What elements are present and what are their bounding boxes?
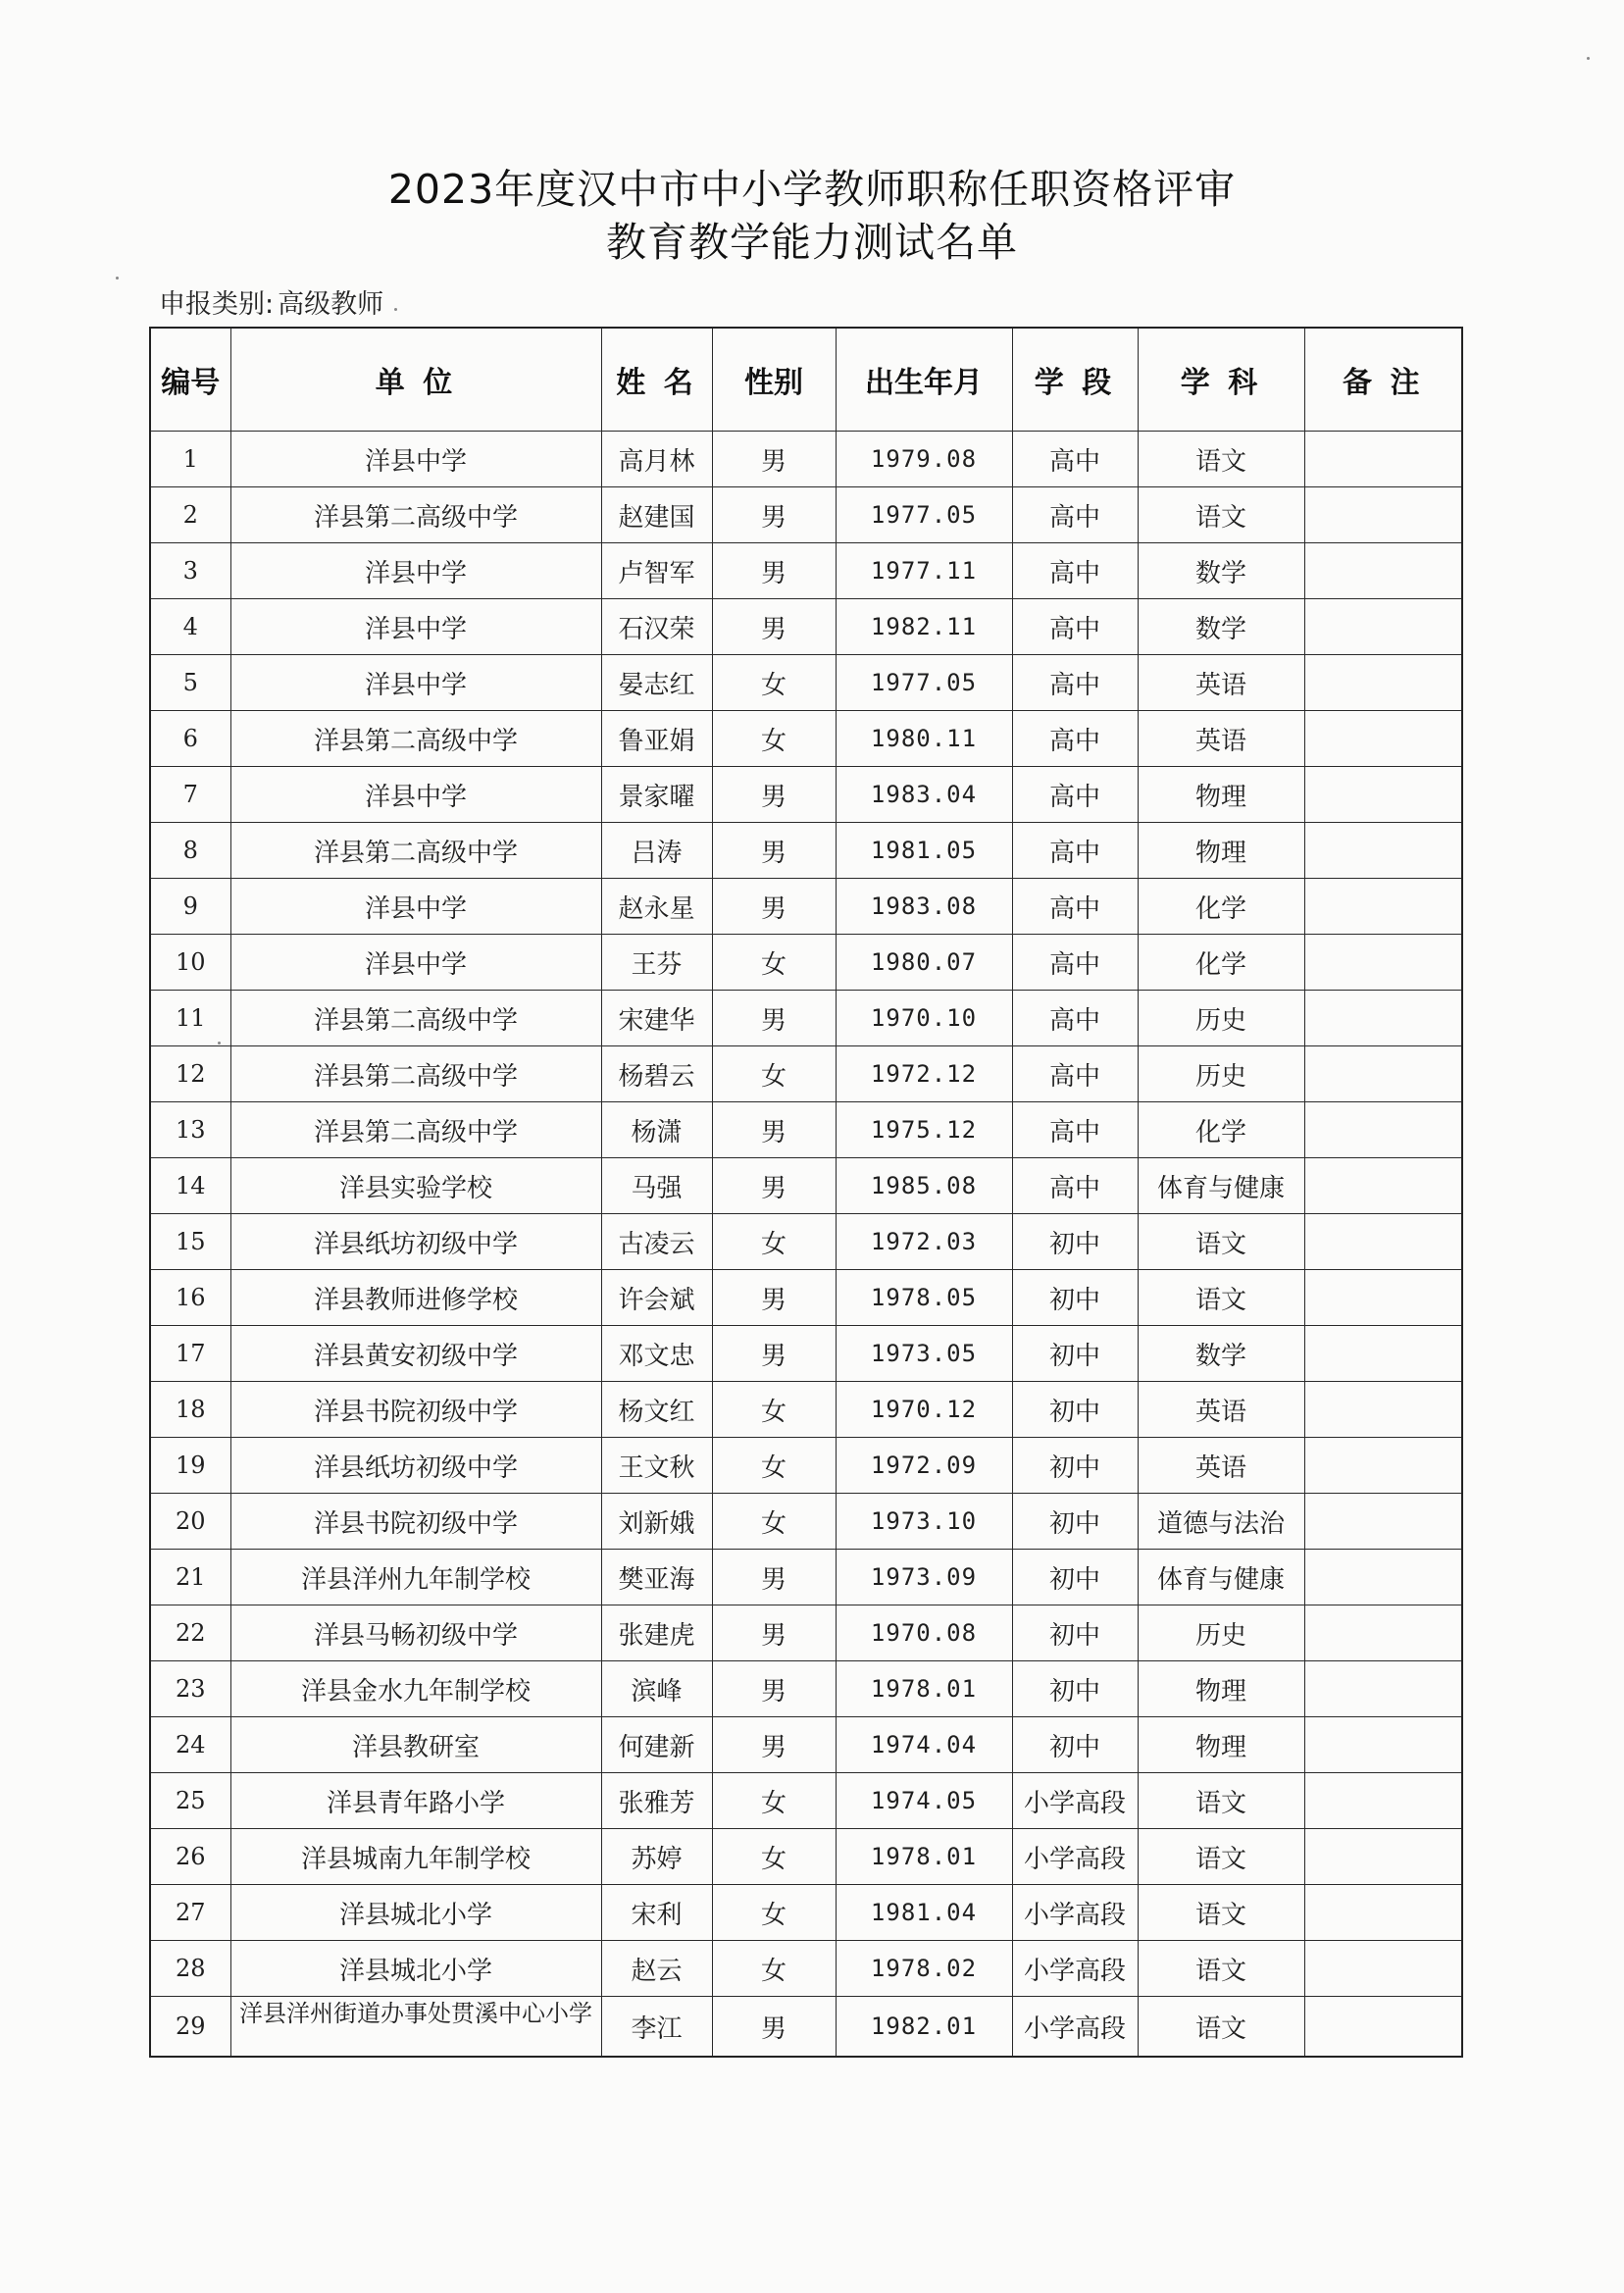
cell-gender: 女 [712,711,836,767]
cell-subject: 物理 [1138,1717,1304,1773]
cell-gender: 男 [712,1997,836,2058]
cell-birth: 1973.09 [836,1550,1012,1605]
cell-no: 28 [150,1941,230,1997]
table-row [150,432,1462,487]
category-value: 高级教师 [278,289,384,320]
cell-stage: 初中 [1012,1326,1138,1382]
cell-remark [1304,1158,1462,1214]
cell-subject: 语文 [1138,1829,1304,1885]
cell-birth: 1977.05 [836,655,1012,711]
cell-stage: 高中 [1012,879,1138,935]
cell-remark [1304,1438,1462,1494]
table-row [150,1102,1462,1158]
cell-no: 20 [150,1494,230,1550]
table-row [150,1550,1462,1605]
cell-name: 李江 [601,1997,712,2058]
cell-gender: 男 [712,543,836,599]
cell-subject: 语文 [1138,1941,1304,1997]
table-row [150,543,1462,599]
cell-unit: 洋县第二高级中学 [230,991,601,1046]
table-row [150,879,1462,935]
table-row [150,655,1462,711]
cell-stage: 初中 [1012,1382,1138,1438]
cell-gender: 女 [712,1941,836,1997]
cell-remark [1304,1214,1462,1270]
cell-remark [1304,1773,1462,1829]
cell-birth: 1975.12 [836,1102,1012,1158]
cell-name: 王文秋 [601,1438,712,1494]
cell-gender: 女 [712,1829,836,1885]
cell-no: 26 [150,1829,230,1885]
table-row [150,1605,1462,1661]
cell-unit: 洋县第二高级中学 [230,1046,601,1102]
cell-unit: 洋县洋州街道办事处贯溪中心小学 [230,1997,601,2058]
cell-gender: 男 [712,487,836,543]
cell-birth: 1974.05 [836,1773,1012,1829]
header-no: 编号 [150,328,230,432]
table-row [150,1158,1462,1214]
cell-no: 13 [150,1102,230,1158]
cell-no: 23 [150,1661,230,1717]
table-row [150,823,1462,879]
cell-no: 11 [150,991,230,1046]
cell-remark [1304,1717,1462,1773]
table-row [150,487,1462,543]
table-row [150,1214,1462,1270]
table-row [150,1438,1462,1494]
cell-birth: 1980.07 [836,935,1012,991]
cell-stage: 初中 [1012,1661,1138,1717]
table-row [150,1941,1462,1997]
cell-name: 杨碧云 [601,1046,712,1102]
cell-unit: 洋县马畅初级中学 [230,1605,601,1661]
cell-no: 21 [150,1550,230,1605]
category-label: 申报类别: [159,289,275,320]
cell-stage: 高中 [1012,935,1138,991]
cell-birth: 1977.11 [836,543,1012,599]
table-row [150,1382,1462,1438]
cell-stage: 初中 [1012,1717,1138,1773]
cell-birth: 1985.08 [836,1158,1012,1214]
cell-birth: 1970.12 [836,1382,1012,1438]
cell-name: 吕涛 [601,823,712,879]
cell-stage: 高中 [1012,767,1138,823]
cell-birth: 1972.12 [836,1046,1012,1102]
cell-unit: 洋县第二高级中学 [230,1102,601,1158]
cell-stage: 初中 [1012,1214,1138,1270]
cell-remark [1304,1885,1462,1941]
cell-gender: 男 [712,1550,836,1605]
cell-no: 22 [150,1605,230,1661]
cell-remark [1304,1661,1462,1717]
cell-birth: 1978.01 [836,1829,1012,1885]
table-row [150,935,1462,991]
cell-birth: 1983.08 [836,879,1012,935]
cell-birth: 1981.05 [836,823,1012,879]
cell-name: 鲁亚娟 [601,711,712,767]
teacher-roster-table [149,327,1463,2058]
table-row [150,1773,1462,1829]
table-row [150,599,1462,655]
cell-stage: 小学高段 [1012,1885,1138,1941]
cell-stage: 高中 [1012,1158,1138,1214]
category-line [159,282,383,321]
cell-stage: 小学高段 [1012,1773,1138,1829]
cell-gender: 男 [712,432,836,487]
cell-stage: 高中 [1012,543,1138,599]
cell-remark [1304,879,1462,935]
cell-no: 8 [150,823,230,879]
cell-stage: 高中 [1012,432,1138,487]
cell-name: 许会斌 [601,1270,712,1326]
cell-name: 何建新 [601,1717,712,1773]
cell-gender: 男 [712,767,836,823]
cell-subject: 语文 [1138,1997,1304,2058]
cell-remark [1304,711,1462,767]
cell-unit: 洋县中学 [230,767,601,823]
cell-unit: 洋县金水九年制学校 [230,1661,601,1717]
cell-subject: 语文 [1138,1885,1304,1941]
table-row [150,1494,1462,1550]
cell-no: 6 [150,711,230,767]
cell-unit: 洋县黄安初级中学 [230,1326,601,1382]
cell-unit: 洋县中学 [230,935,601,991]
cell-gender: 男 [712,1717,836,1773]
cell-name: 王芬 [601,935,712,991]
cell-subject: 物理 [1138,1661,1304,1717]
cell-remark [1304,1102,1462,1158]
cell-stage: 小学高段 [1012,1941,1138,1997]
cell-remark [1304,991,1462,1046]
cell-remark [1304,767,1462,823]
cell-gender: 女 [712,1214,836,1270]
cell-birth: 1982.01 [836,1997,1012,2058]
cell-unit: 洋县实验学校 [230,1158,601,1214]
table-row [150,1661,1462,1717]
cell-birth: 1974.04 [836,1717,1012,1773]
cell-name: 张建虎 [601,1605,712,1661]
cell-subject: 语文 [1138,1270,1304,1326]
cell-stage: 高中 [1012,487,1138,543]
cell-name: 刘新娥 [601,1494,712,1550]
cell-unit: 洋县城北小学 [230,1885,601,1941]
cell-name: 张雅芳 [601,1773,712,1829]
cell-gender: 男 [712,1102,836,1158]
header-birth: 出生年月 [836,328,1012,432]
header-unit: 单 位 [230,328,601,432]
cell-birth: 1972.03 [836,1214,1012,1270]
cell-birth: 1973.05 [836,1326,1012,1382]
cell-stage: 高中 [1012,655,1138,711]
cell-name: 古凌云 [601,1214,712,1270]
header-subject: 学 科 [1138,328,1304,432]
cell-name: 赵建国 [601,487,712,543]
cell-remark [1304,1382,1462,1438]
cell-subject: 历史 [1138,1046,1304,1102]
cell-subject: 数学 [1138,599,1304,655]
cell-stage: 小学高段 [1012,1829,1138,1885]
cell-no: 3 [150,543,230,599]
table-row [150,1046,1462,1102]
cell-birth: 1970.08 [836,1605,1012,1661]
cell-name: 宋利 [601,1885,712,1941]
cell-no: 14 [150,1158,230,1214]
cell-remark [1304,543,1462,599]
cell-stage: 初中 [1012,1270,1138,1326]
cell-gender: 女 [712,1885,836,1941]
cell-gender: 男 [712,1326,836,1382]
cell-unit: 洋县第二高级中学 [230,487,601,543]
cell-birth: 1983.04 [836,767,1012,823]
cell-birth: 1972.09 [836,1438,1012,1494]
cell-no: 5 [150,655,230,711]
cell-no: 24 [150,1717,230,1773]
cell-no: 27 [150,1885,230,1941]
cell-unit: 洋县城北小学 [230,1941,601,1997]
cell-birth: 1982.11 [836,599,1012,655]
cell-no: 7 [150,767,230,823]
cell-subject: 语文 [1138,432,1304,487]
cell-name: 邓文忠 [601,1326,712,1382]
cell-remark [1304,1046,1462,1102]
cell-birth: 1981.04 [836,1885,1012,1941]
cell-stage: 高中 [1012,1102,1138,1158]
cell-subject: 体育与健康 [1138,1550,1304,1605]
cell-name: 宋建华 [601,991,712,1046]
document-subtitle: 教育教学能力测试名单 [606,219,1018,266]
cell-gender: 男 [712,879,836,935]
cell-unit: 洋县纸坊初级中学 [230,1438,601,1494]
cell-remark [1304,1550,1462,1605]
cell-gender: 男 [712,599,836,655]
cell-remark [1304,487,1462,543]
cell-gender: 女 [712,1046,836,1102]
cell-remark [1304,823,1462,879]
cell-unit: 洋县中学 [230,599,601,655]
cell-no: 12 [150,1046,230,1102]
header-name: 姓 名 [601,328,712,432]
cell-gender: 女 [712,1382,836,1438]
cell-stage: 高中 [1012,823,1138,879]
cell-name: 石汉荣 [601,599,712,655]
cell-gender: 女 [712,1438,836,1494]
cell-remark [1304,432,1462,487]
cell-gender: 男 [712,1661,836,1717]
cell-name: 杨文红 [601,1382,712,1438]
cell-no: 29 [150,1997,230,2058]
cell-subject: 物理 [1138,767,1304,823]
table-row [150,711,1462,767]
cell-gender: 男 [712,991,836,1046]
cell-unit: 洋县城南九年制学校 [230,1829,601,1885]
cell-subject: 英语 [1138,1382,1304,1438]
cell-name: 晏志红 [601,655,712,711]
cell-name: 景家曜 [601,767,712,823]
cell-no: 18 [150,1382,230,1438]
cell-no: 10 [150,935,230,991]
cell-subject: 道德与法治 [1138,1494,1304,1550]
cell-name: 滨峰 [601,1661,712,1717]
cell-name: 马强 [601,1158,712,1214]
cell-no: 4 [150,599,230,655]
cell-subject: 语文 [1138,487,1304,543]
cell-birth: 1977.05 [836,487,1012,543]
cell-birth: 1970.10 [836,991,1012,1046]
cell-remark [1304,1605,1462,1661]
cell-subject: 化学 [1138,879,1304,935]
cell-stage: 初中 [1012,1494,1138,1550]
header-stage: 学 段 [1012,328,1138,432]
cell-remark [1304,1829,1462,1885]
cell-subject: 英语 [1138,655,1304,711]
table-row [150,1717,1462,1773]
cell-no: 17 [150,1326,230,1382]
cell-gender: 男 [712,1605,836,1661]
cell-name: 赵永星 [601,879,712,935]
header-gender: 性别 [712,328,836,432]
cell-gender: 女 [712,655,836,711]
cell-birth: 1979.08 [836,432,1012,487]
cell-birth: 1978.01 [836,1661,1012,1717]
cell-subject: 化学 [1138,935,1304,991]
cell-name: 卢智军 [601,543,712,599]
cell-stage: 高中 [1012,711,1138,767]
scan-speck [1587,57,1590,60]
cell-no: 2 [150,487,230,543]
cell-unit: 洋县书院初级中学 [230,1382,601,1438]
cell-name: 赵云 [601,1941,712,1997]
cell-subject: 数学 [1138,1326,1304,1382]
cell-remark [1304,599,1462,655]
cell-gender: 男 [712,823,836,879]
cell-gender: 女 [712,935,836,991]
cell-unit: 洋县中学 [230,879,601,935]
cell-gender: 女 [712,1773,836,1829]
cell-no: 9 [150,879,230,935]
cell-subject: 英语 [1138,711,1304,767]
cell-name: 苏婷 [601,1829,712,1885]
cell-subject: 历史 [1138,1605,1304,1661]
cell-no: 16 [150,1270,230,1326]
cell-no: 1 [150,432,230,487]
cell-unit: 洋县第二高级中学 [230,711,601,767]
cell-no: 15 [150,1214,230,1270]
cell-unit: 洋县中学 [230,432,601,487]
cell-remark [1304,1941,1462,1997]
cell-subject: 语文 [1138,1214,1304,1270]
table-row [150,767,1462,823]
cell-remark [1304,655,1462,711]
cell-subject: 数学 [1138,543,1304,599]
cell-subject: 化学 [1138,1102,1304,1158]
cell-birth: 1978.05 [836,1270,1012,1326]
table-row [150,1997,1462,2058]
table-row [150,1326,1462,1382]
scan-speck [116,277,119,280]
table-header-row [150,328,1462,432]
cell-birth: 1980.11 [836,711,1012,767]
cell-birth: 1978.02 [836,1941,1012,1997]
cell-stage: 初中 [1012,1438,1138,1494]
cell-remark [1304,1270,1462,1326]
cell-remark [1304,935,1462,991]
cell-birth: 1973.10 [836,1494,1012,1550]
cell-no: 25 [150,1773,230,1829]
table-row [150,1829,1462,1885]
cell-stage: 小学高段 [1012,1997,1138,2058]
document-title: 2023年度汉中市中小学教师职称任职资格评审 [387,166,1237,213]
cell-remark [1304,1326,1462,1382]
cell-stage: 高中 [1012,1046,1138,1102]
cell-unit: 洋县青年路小学 [230,1773,601,1829]
scan-speck [218,1042,221,1045]
cell-remark [1304,1494,1462,1550]
table-row [150,1885,1462,1941]
table-row [150,991,1462,1046]
table-row [150,1270,1462,1326]
table-body [150,432,1462,2058]
cell-gender: 女 [712,1494,836,1550]
cell-stage: 初中 [1012,1550,1138,1605]
cell-gender: 男 [712,1270,836,1326]
cell-subject: 语文 [1138,1773,1304,1829]
cell-subject: 物理 [1138,823,1304,879]
cell-gender: 男 [712,1158,836,1214]
cell-unit: 洋县中学 [230,543,601,599]
cell-stage: 高中 [1012,991,1138,1046]
cell-name: 杨潇 [601,1102,712,1158]
cell-unit: 洋县教研室 [230,1717,601,1773]
cell-subject: 体育与健康 [1138,1158,1304,1214]
cell-unit: 洋县纸坊初级中学 [230,1214,601,1270]
cell-unit: 洋县书院初级中学 [230,1494,601,1550]
cell-subject: 历史 [1138,991,1304,1046]
header-remark: 备 注 [1304,328,1462,432]
cell-stage: 初中 [1012,1605,1138,1661]
cell-no: 19 [150,1438,230,1494]
scan-speck [394,308,397,311]
cell-name: 高月林 [601,432,712,487]
cell-unit: 洋县教师进修学校 [230,1270,601,1326]
cell-subject: 英语 [1138,1438,1304,1494]
cell-name: 樊亚海 [601,1550,712,1605]
cell-remark [1304,1997,1462,2058]
cell-unit: 洋县中学 [230,655,601,711]
cell-unit: 洋县第二高级中学 [230,823,601,879]
cell-unit: 洋县洋州九年制学校 [230,1550,601,1605]
cell-stage: 高中 [1012,599,1138,655]
